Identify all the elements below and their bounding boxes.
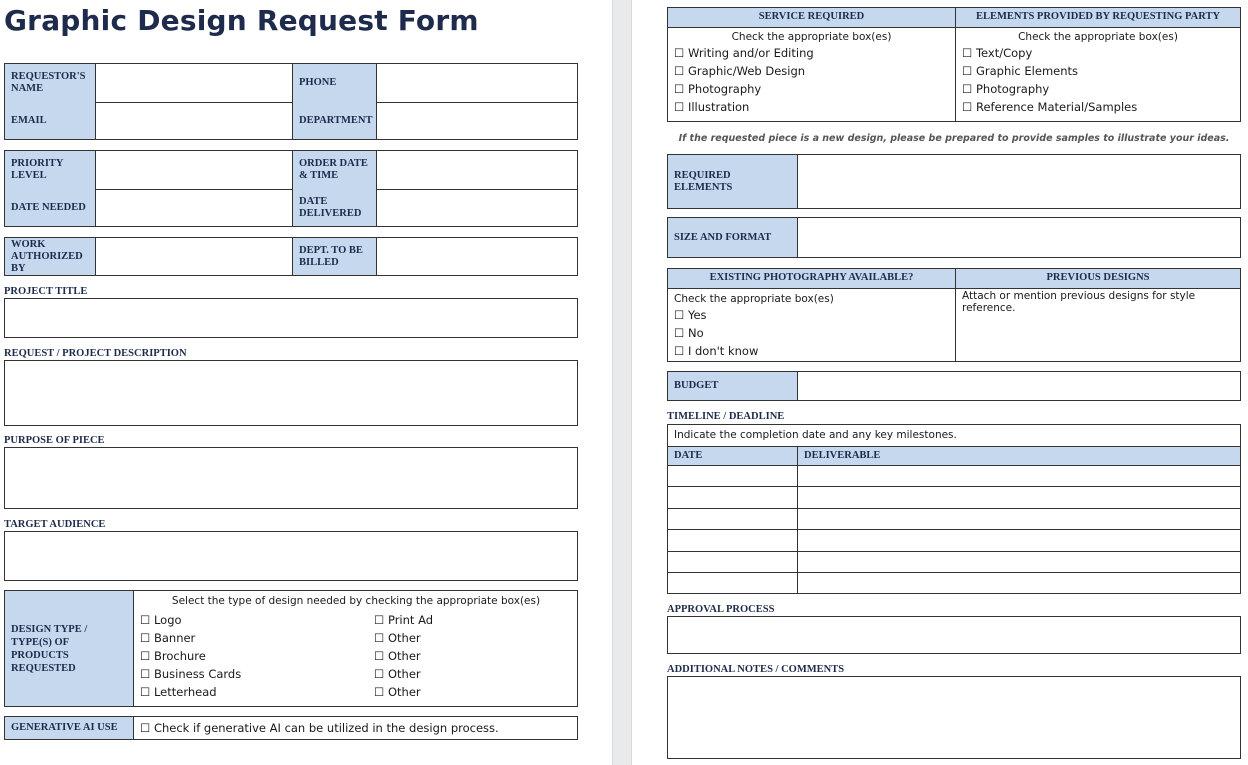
dept-billed-label: DEPT. TO BE BILLED (292, 238, 376, 275)
project-title-field[interactable] (4, 298, 578, 338)
email-label: EMAIL (5, 102, 95, 139)
priority-level-label: PRIORITY LEVEL (5, 151, 95, 189)
department-field[interactable] (376, 102, 578, 139)
timeline-date-cell[interactable] (668, 466, 797, 486)
previous-designs-header: PREVIOUS DESIGNS (955, 269, 1240, 288)
photography-unknown[interactable]: ☐ I don't know (674, 344, 759, 358)
photography-table (667, 268, 1241, 362)
element-graphic[interactable]: ☐ Graphic Elements (962, 64, 1079, 78)
design-option-business-cards[interactable]: ☐ Business Cards (140, 667, 242, 681)
design-option-banner[interactable]: ☐ Banner (140, 631, 196, 645)
size-format-field[interactable] (797, 218, 1240, 257)
element-text-copy[interactable]: ☐ Text/Copy (962, 46, 1033, 60)
purpose-field[interactable] (4, 447, 578, 509)
required-elements-field[interactable] (797, 155, 1240, 208)
design-option-other-2[interactable]: ☐ Other (374, 649, 421, 663)
previous-designs-text: Attach or mention previous designs for style reference. (955, 289, 1240, 361)
notes-field[interactable] (667, 676, 1241, 759)
photography-options (668, 289, 955, 361)
service-instruction: Check the appropriate box(es) (731, 31, 892, 43)
purpose-label: PURPOSE OF PIECE (4, 435, 105, 446)
priority-level-field[interactable] (95, 151, 292, 189)
budget-label: BUDGET (668, 372, 797, 400)
timeline-deliverable-header: DELIVERABLE (797, 447, 1240, 465)
timeline-deliverable-cell[interactable] (798, 466, 1240, 486)
design-option-other-3[interactable]: ☐ Other (374, 667, 421, 681)
photography-instruction: Check the appropriate box(es) (674, 293, 834, 305)
requestor-name-label: REQUESTOR'S NAME (5, 64, 95, 102)
date-needed-label: DATE NEEDED (5, 189, 95, 226)
timeline-table (667, 424, 1241, 594)
service-graphic-web[interactable]: ☐ Graphic/Web Design (674, 64, 806, 78)
approval-label: APPROVAL PROCESS (667, 604, 775, 615)
required-elements-label: REQUIRED ELEMENTS (668, 155, 797, 208)
date-delivered-label: DATE DELIVERED (292, 189, 376, 226)
design-type-table (4, 590, 578, 707)
element-photography[interactable]: ☐ Photography (962, 82, 1050, 96)
service-photography[interactable]: ☐ Photography (674, 82, 762, 96)
design-type-instruction: Select the type of design needed by checking the appropriate box(es) (171, 595, 541, 607)
gen-ai-checkbox[interactable]: ☐ Check if generative AI can be utilized in the design process. (133, 717, 577, 739)
requestor-name-field[interactable] (95, 64, 292, 102)
authorization-table (4, 237, 578, 276)
order-table (4, 150, 578, 227)
required-elements-table (667, 154, 1241, 209)
design-option-brochure[interactable]: ☐ Brochure (140, 649, 206, 663)
design-option-other-1[interactable]: ☐ Other (374, 631, 421, 645)
work-authorized-label: WORK AUTHORIZED BY (5, 238, 95, 275)
service-header: SERVICE REQUIRED (668, 8, 955, 27)
approval-field[interactable] (667, 616, 1241, 654)
phone-label: PHONE (292, 64, 376, 102)
photography-no[interactable]: ☐ No (674, 326, 704, 340)
service-table (667, 7, 1241, 122)
department-label: DEPARTMENT (292, 102, 376, 139)
photography-header: EXISTING PHOTOGRAPHY AVAILABLE? (668, 269, 955, 288)
design-option-print-ad[interactable]: ☐ Print Ad (374, 613, 434, 627)
design-option-letterhead[interactable]: ☐ Letterhead (140, 685, 217, 699)
timeline-date-header: DATE (668, 447, 797, 465)
audience-field[interactable] (4, 531, 578, 581)
email-field[interactable] (95, 102, 292, 139)
page-gutter (612, 0, 632, 765)
order-date-field[interactable] (376, 151, 578, 189)
left-page (0, 0, 612, 765)
project-title-label: PROJECT TITLE (4, 286, 88, 297)
timeline-label: TIMELINE / DEADLINE (667, 411, 785, 422)
gen-ai-table (4, 716, 578, 740)
elements-instruction: Check the appropriate box(es) (1018, 31, 1178, 43)
audience-label: TARGET AUDIENCE (4, 519, 106, 530)
page-title: Graphic Design Request Form (4, 4, 479, 37)
design-type-options (133, 591, 577, 706)
new-design-note: If the requested piece is a new design, please be prepared to provide samples to illustrate your ideas. (678, 133, 1230, 144)
budget-field[interactable] (797, 372, 1240, 400)
elements-header: ELEMENTS PROVIDED BY REQUESTING PARTY (955, 8, 1240, 27)
date-needed-field[interactable] (95, 189, 292, 226)
notes-label: ADDITIONAL NOTES / COMMENTS (667, 664, 845, 675)
design-option-logo[interactable]: ☐ Logo (140, 613, 182, 627)
photography-yes[interactable]: ☐ Yes (674, 308, 707, 322)
size-format-label: SIZE AND FORMAT (668, 218, 797, 257)
service-illustration[interactable]: ☐ Illustration (674, 100, 750, 114)
work-authorized-field[interactable] (95, 238, 292, 275)
dept-billed-field[interactable] (376, 238, 578, 275)
phone-field[interactable] (376, 64, 578, 102)
date-delivered-field[interactable] (376, 189, 578, 226)
contact-table (4, 63, 578, 140)
size-format-table (667, 217, 1241, 258)
elements-options (955, 28, 1240, 121)
description-field[interactable] (4, 360, 578, 426)
design-option-other-4[interactable]: ☐ Other (374, 685, 421, 699)
service-options (668, 28, 955, 121)
design-type-label: DESIGN TYPE / TYPE(S) OF PRODUCTS REQUESTED (5, 591, 133, 706)
budget-table (667, 371, 1241, 401)
right-page (632, 0, 1248, 765)
timeline-instruction: Indicate the completion date and any key milestones. (674, 429, 957, 441)
gen-ai-label: GENERATIVE AI USE (5, 717, 133, 739)
description-label: REQUEST / PROJECT DESCRIPTION (4, 348, 187, 359)
order-date-label: ORDER DATE & TIME (292, 151, 376, 189)
element-reference[interactable]: ☐ Reference Material/Samples (962, 100, 1138, 114)
service-writing[interactable]: ☐ Writing and/or Editing (674, 46, 814, 60)
